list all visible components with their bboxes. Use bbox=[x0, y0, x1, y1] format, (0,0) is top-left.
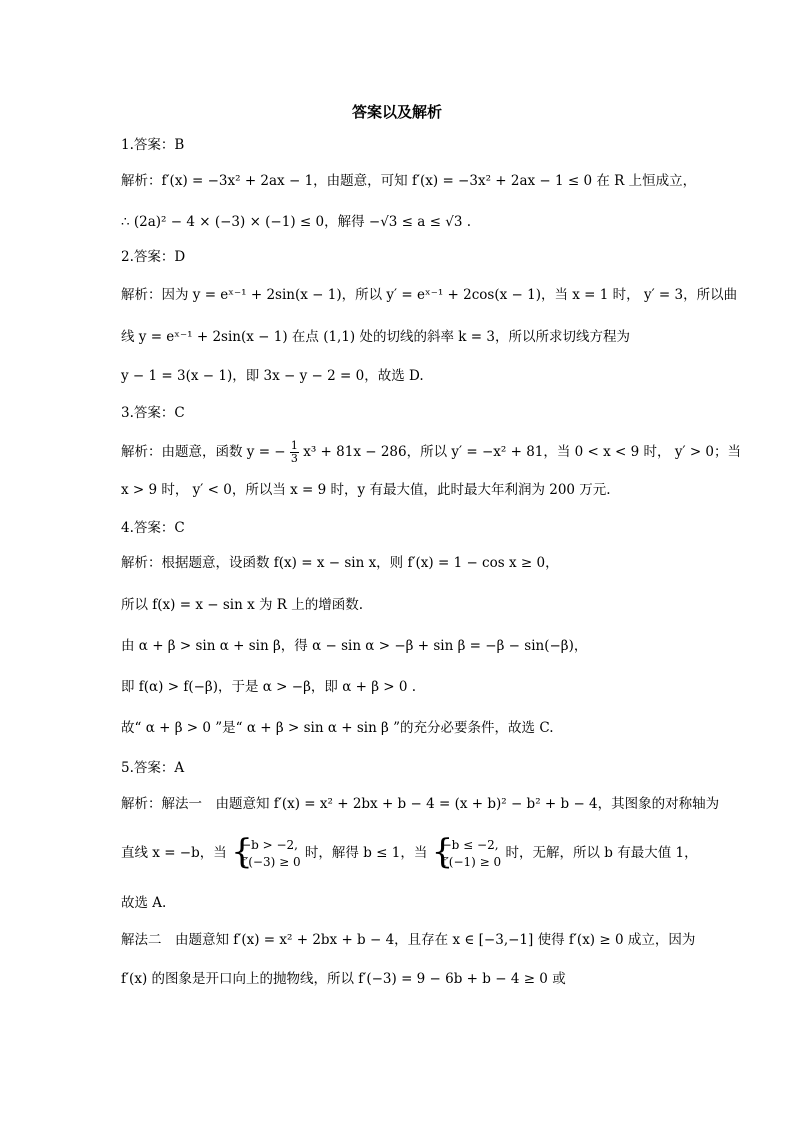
solution-5-line-2-mid: 时，解得 b ≤ 1，当 bbox=[304, 845, 428, 861]
condition-system-1 bbox=[231, 831, 301, 872]
answer-3: 3.答案：C bbox=[121, 405, 185, 421]
solution-5-line-4: 解法二 由题意知 f′(x) = x² + 2bx + b − 4，且存在 x ∈ [−3,−1] 使得 f′(x) ≥ 0 成立，因为 bbox=[121, 932, 696, 948]
solution-3-line-1-start: 解析：由题意，函数 y = − bbox=[121, 444, 286, 460]
system-2-row-2: f′(−1) ≥ 0 bbox=[441, 854, 502, 869]
solution-4-line-3: 由 α + β > sin α + sin β，得 α − sin α > −β + sin β = −β − sin(−β)， bbox=[121, 638, 588, 654]
solution-5-line-1: 解析：解法一 由题意知 f′(x) = x² + 2bx + b − 4 = (x + b)² − b² + b − 4，其图象的对称轴为 bbox=[121, 796, 720, 812]
solution-4-line-4: 即 f(α) > f(−β)，于是 α > −β，即 α + β > 0 . bbox=[121, 679, 417, 695]
system-1-row-1: −b > −2, bbox=[241, 837, 298, 852]
brace-icon: { bbox=[231, 831, 253, 872]
fraction-one-third bbox=[290, 440, 299, 465]
answer-1: 1.答案：B bbox=[121, 137, 185, 153]
brace-icon: { bbox=[431, 831, 454, 872]
solution-2-line-2: 线 y = eˣ⁻¹ + 2sin(x − 1) 在点 (1,1) 处的切线的斜率 k = 3，所以所求切线方程为 bbox=[121, 329, 630, 345]
solution-5-line-3: 故选 A. bbox=[121, 895, 167, 911]
solution-5-line-5: f′(x) 的图象是开口向上的抛物线，所以 f′(−3) = 9 − 6b + b − 4 ≥ 0 或 bbox=[121, 971, 566, 987]
condition-system-2 bbox=[431, 831, 502, 872]
solution-4-line-2: 所以 f(x) = x − sin x 为 R 上的增函数. bbox=[121, 597, 364, 613]
solution-2-line-1: 解析：因为 y = eˣ⁻¹ + 2sin(x − 1)，所以 y′ = eˣ⁻¹ + 2cos(x − 1)，当 x = 1 时， y′ = 3，所以曲 bbox=[121, 287, 738, 303]
solution-1-line-2: ∴ (2a)² − 4 × (−3) × (−1) ≤ 0，解得 −√3 ≤ a ≤ √3 . bbox=[121, 214, 471, 230]
solution-5-line-2 bbox=[121, 831, 698, 872]
system-2-row-1: −b ≤ −2, bbox=[441, 837, 499, 852]
solution-3-line-1 bbox=[121, 440, 741, 465]
solution-1-line-1: 解析：f′(x) = −3x² + 2ax − 1，由题意，可知 f′(x) = −3x² + 2ax − 1 ≤ 0 在 R 上恒成立， bbox=[121, 173, 697, 189]
system-1-row-2: f′(−3) ≥ 0 bbox=[241, 854, 301, 869]
solution-5-line-2-end: 时，无解，所以 b 有最大值 1， bbox=[505, 845, 698, 861]
page-title: 答案以及解析 bbox=[351, 103, 442, 121]
answer-4: 4.答案：C bbox=[121, 520, 185, 536]
solution-3-line-1-end: x³ + 81x − 286，所以 y′ = −x² + 81，当 0 < x < 9 时， y′ > 0；当 bbox=[303, 444, 742, 460]
answer-2: 2.答案：D bbox=[121, 249, 186, 265]
solution-2-line-3: y − 1 = 3(x − 1)，即 3x − y − 2 = 0，故选 D. bbox=[121, 368, 424, 384]
solution-5-line-2-start: 直线 x = −b，当 bbox=[121, 845, 227, 861]
solution-3-line-2: x > 9 时， y′ < 0，所以当 x = 9 时，y 有最大值，此时最大年利润为 200 万元. bbox=[121, 482, 611, 498]
fraction-denominator: 3 bbox=[290, 452, 298, 465]
answer-5: 5.答案：A bbox=[121, 760, 185, 776]
solution-4-line-1: 解析：根据题意，设函数 f(x) = x − sin x，则 f′(x) = 1 − cos x ≥ 0， bbox=[121, 555, 559, 571]
solution-4-line-5: 故“ α + β > 0 ”是“ α + β > sin α + sin β ”的充分必要条件，故选 C. bbox=[121, 720, 554, 736]
fraction-numerator: 1 bbox=[290, 439, 298, 452]
